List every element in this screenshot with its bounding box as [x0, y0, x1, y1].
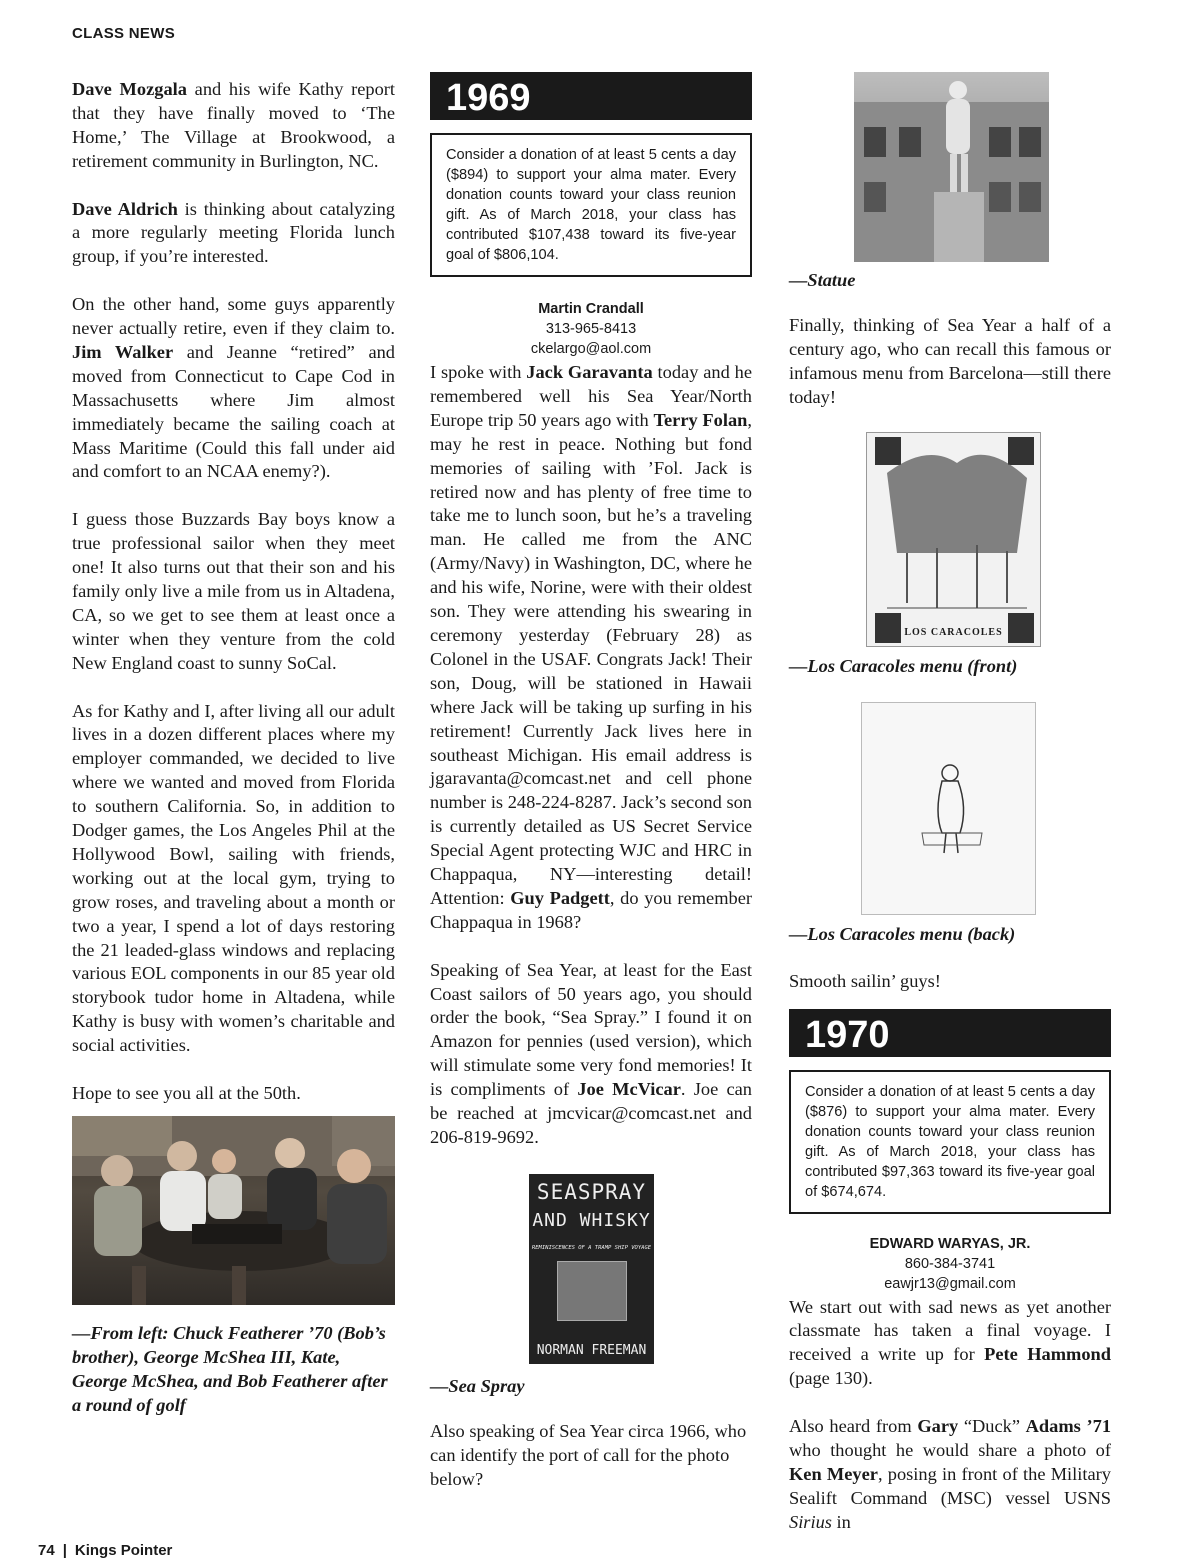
column-3 [789, 72, 1111, 1535]
contact-name: Martin Crandall [538, 301, 644, 317]
class-contact [430, 299, 752, 359]
contact-email: ckelargo@aol.com [530, 341, 652, 357]
paragraph: I guess those Buzzards Bay boys know a true professional sailor when they meet one! It also turns out that their son and his family only live a mile from us in Altadena, CA, so we get to see them at least once a winter when they venture from the cold New England coast to sunny SoCal. [72, 509, 395, 673]
person-name: Dave Mozgala [72, 79, 187, 99]
menu-front-image [866, 432, 1041, 647]
person-name: Gary [917, 1416, 959, 1437]
ship-illustration [557, 1261, 627, 1321]
paragraph: Also heard from Gary “Duck” Adams ’71 who thought he would share a photo of Ken Meyer, posing in front of the Military Sealift Command (MSC) vessel USNS Sirius in [789, 1416, 1112, 1532]
menu-front-caption: —Los Caracoles menu (front) [789, 655, 1018, 676]
class-year-heading: 1970 [789, 1009, 1111, 1057]
contact-email: eawjr13@gmail.com [884, 1275, 1016, 1292]
paragraph: Hope to see you all at the 50th. [72, 1082, 301, 1103]
contact-name: EDWARD WARYAS, JR. [869, 1235, 1031, 1252]
person-name: Guy Padgett [510, 887, 610, 908]
paragraph: Smooth sailin’ guys! [789, 970, 941, 991]
paragraph: Dave Mozgala and his wife Kathy report that they have finally moved to ‘The Home,’ The Village at Brookwood, a retirement community in Burlington, NC. [72, 79, 395, 171]
section-header: CLASS NEWS [72, 25, 176, 42]
ship-name: Sirius [789, 1511, 832, 1532]
paragraph: Also speaking of Sea Year circa 1966, who can identify the port of call for the photo below? [430, 1420, 747, 1489]
paragraph: Finally, thinking of Sea Year a half of a century ago, who can recall this famous or infamous menu from Barcelona—still there today! [789, 315, 1111, 407]
page-footer: 74 | Kings Pointer [38, 1542, 173, 1558]
sea-spray-caption: —Sea Spray [430, 1375, 525, 1396]
person-name: Jack Garavanta [526, 362, 653, 382]
contact-phone: 313-965-8413 [545, 321, 637, 337]
page-number: 74 [38, 1542, 55, 1558]
person-name: Joe McVicar [577, 1079, 681, 1100]
contact-phone: 860-384-3741 [904, 1255, 996, 1272]
person-name: Adams ’71 [1025, 1416, 1112, 1437]
menu-front-label: LOS CARACOLES [904, 626, 1003, 638]
column-1 [72, 78, 395, 1417]
menu-back-image [861, 702, 1036, 915]
paragraph: I spoke with Jack Garavanta today and he remembered well his Sea Year/North Europe trip 50 years ago with Terry Folan, may he rest in peace. Nothing but fond memories of sailing with ’Fol. Jack is retired now and has plenty of free time to take me to lunch soon, but he’s a traveling man. He called me from the ANC (Army/Navy) in Washington, DC, where he and his wife, Norine, were with their oldest son. They were attending his swearing in ceremony yesterday (February 28) as Colonel in the USAF. Congrats Jack! Their son, Doug, will be stationed in Hawaii where Jack will be taking up surfing in his retirement! Currently Jack lives here in southeast Michigan. His email address is jgaravanta@comcast.net and cell phone number is 248-224-8287. Jack’s second son is currently detailed as US Secret Service Special Agent protecting WJC and HRC in Chappaqua, NY—interesting detail! Attention: Guy Padgett, do you remember Chappaqua in 1968? [430, 362, 752, 932]
golf-photo-caption: —From left: Chuck Featherer ’70 (Bob’s brother), George McShea III, Kate, George McShea, and Bob Featherer after a round of golf [72, 1322, 388, 1415]
column-2 [430, 72, 752, 1516]
class-contact [789, 1234, 1111, 1294]
person-name: Dave Aldrich [72, 198, 178, 219]
paragraph: Speaking of Sea Year, at least for the East Coast sailors of 50 years ago, you should order the book, “Sea Spray.” I found it on Amazon for pennies (used version), which will stimulate some very fond memories! It is compliments of Joe McVicar. Joe can be reached at jmcvicar@comcast.net and 206-819-9692. [430, 959, 752, 1147]
menu-back-caption: —Los Caracoles menu (back) [789, 923, 1016, 944]
person-name: Jim Walker [72, 341, 174, 362]
paragraph: As for Kathy and I, after living all our adult lives in a dozen different places where my employer commanded, we decided to live where we wanted and moved from Florida to southern California. So, in addition to Dodger games, the Los Angeles Phil at the Hollywood Bowl, sailing with friends, working out at the local gym, trying to grow roses, and traveling about a month or two a year, I spend a lot of days restoring the 21 leaded-glass windows and replacing various EOL components in our 85 year old storybook tudor home in Altadena, while Kathy is busy with women’s charitable and social activities. [72, 700, 395, 1056]
paragraph: Dave Aldrich is thinking about catalyzing a more regularly meeting Florida lunch group, if you’re interested. [72, 198, 396, 267]
publication-name: Kings Pointer [74, 1542, 173, 1558]
class-year-heading: 1969 [430, 72, 752, 120]
paragraph: We start out with sad news as yet another classmate has taken a final voyage. I received a write up for Pete Hammond (page 130). [789, 1296, 1111, 1389]
person-name: Ken Meyer [789, 1463, 878, 1484]
person-name: Terry Folan [653, 409, 748, 430]
statue-caption: —Statue [789, 270, 856, 290]
golf-group-photo [72, 1116, 395, 1305]
donation-box: Consider a donation of at least 5 cents a day ($894) to support your alma mater. Every donation counts toward your class reunion gift. As of March 2018, your class has contributed $107,438 toward its five-year goal of $806,104. [430, 133, 752, 277]
paragraph: On the other hand, some guys apparently never actually retire, even if they claim to. Jim Walker and Jeanne “retired” and moved from Connecticut to Cape Cod in Massachusetts where Jim almost immediately became the sailing coach at Mass Maritime (Could this fall under aid and comfort to an NCAA enemy?). [72, 294, 395, 482]
statue-photo [854, 72, 1049, 262]
sea-spray-book-cover: SEASPRAY AND WHISKY REMINISCENCES OF A TRAMP SHIP VOYAGE NORMAN FREEMAN [529, 1174, 654, 1364]
person-name: Pete Hammond [984, 1344, 1111, 1365]
donation-box: Consider a donation of at least 5 cents a day ($876) to support your alma mater. Every donation counts toward your class reunion gift. As of March 2018, your class has contributed $97,363 toward its five-year goal of $674,674. [789, 1070, 1111, 1214]
